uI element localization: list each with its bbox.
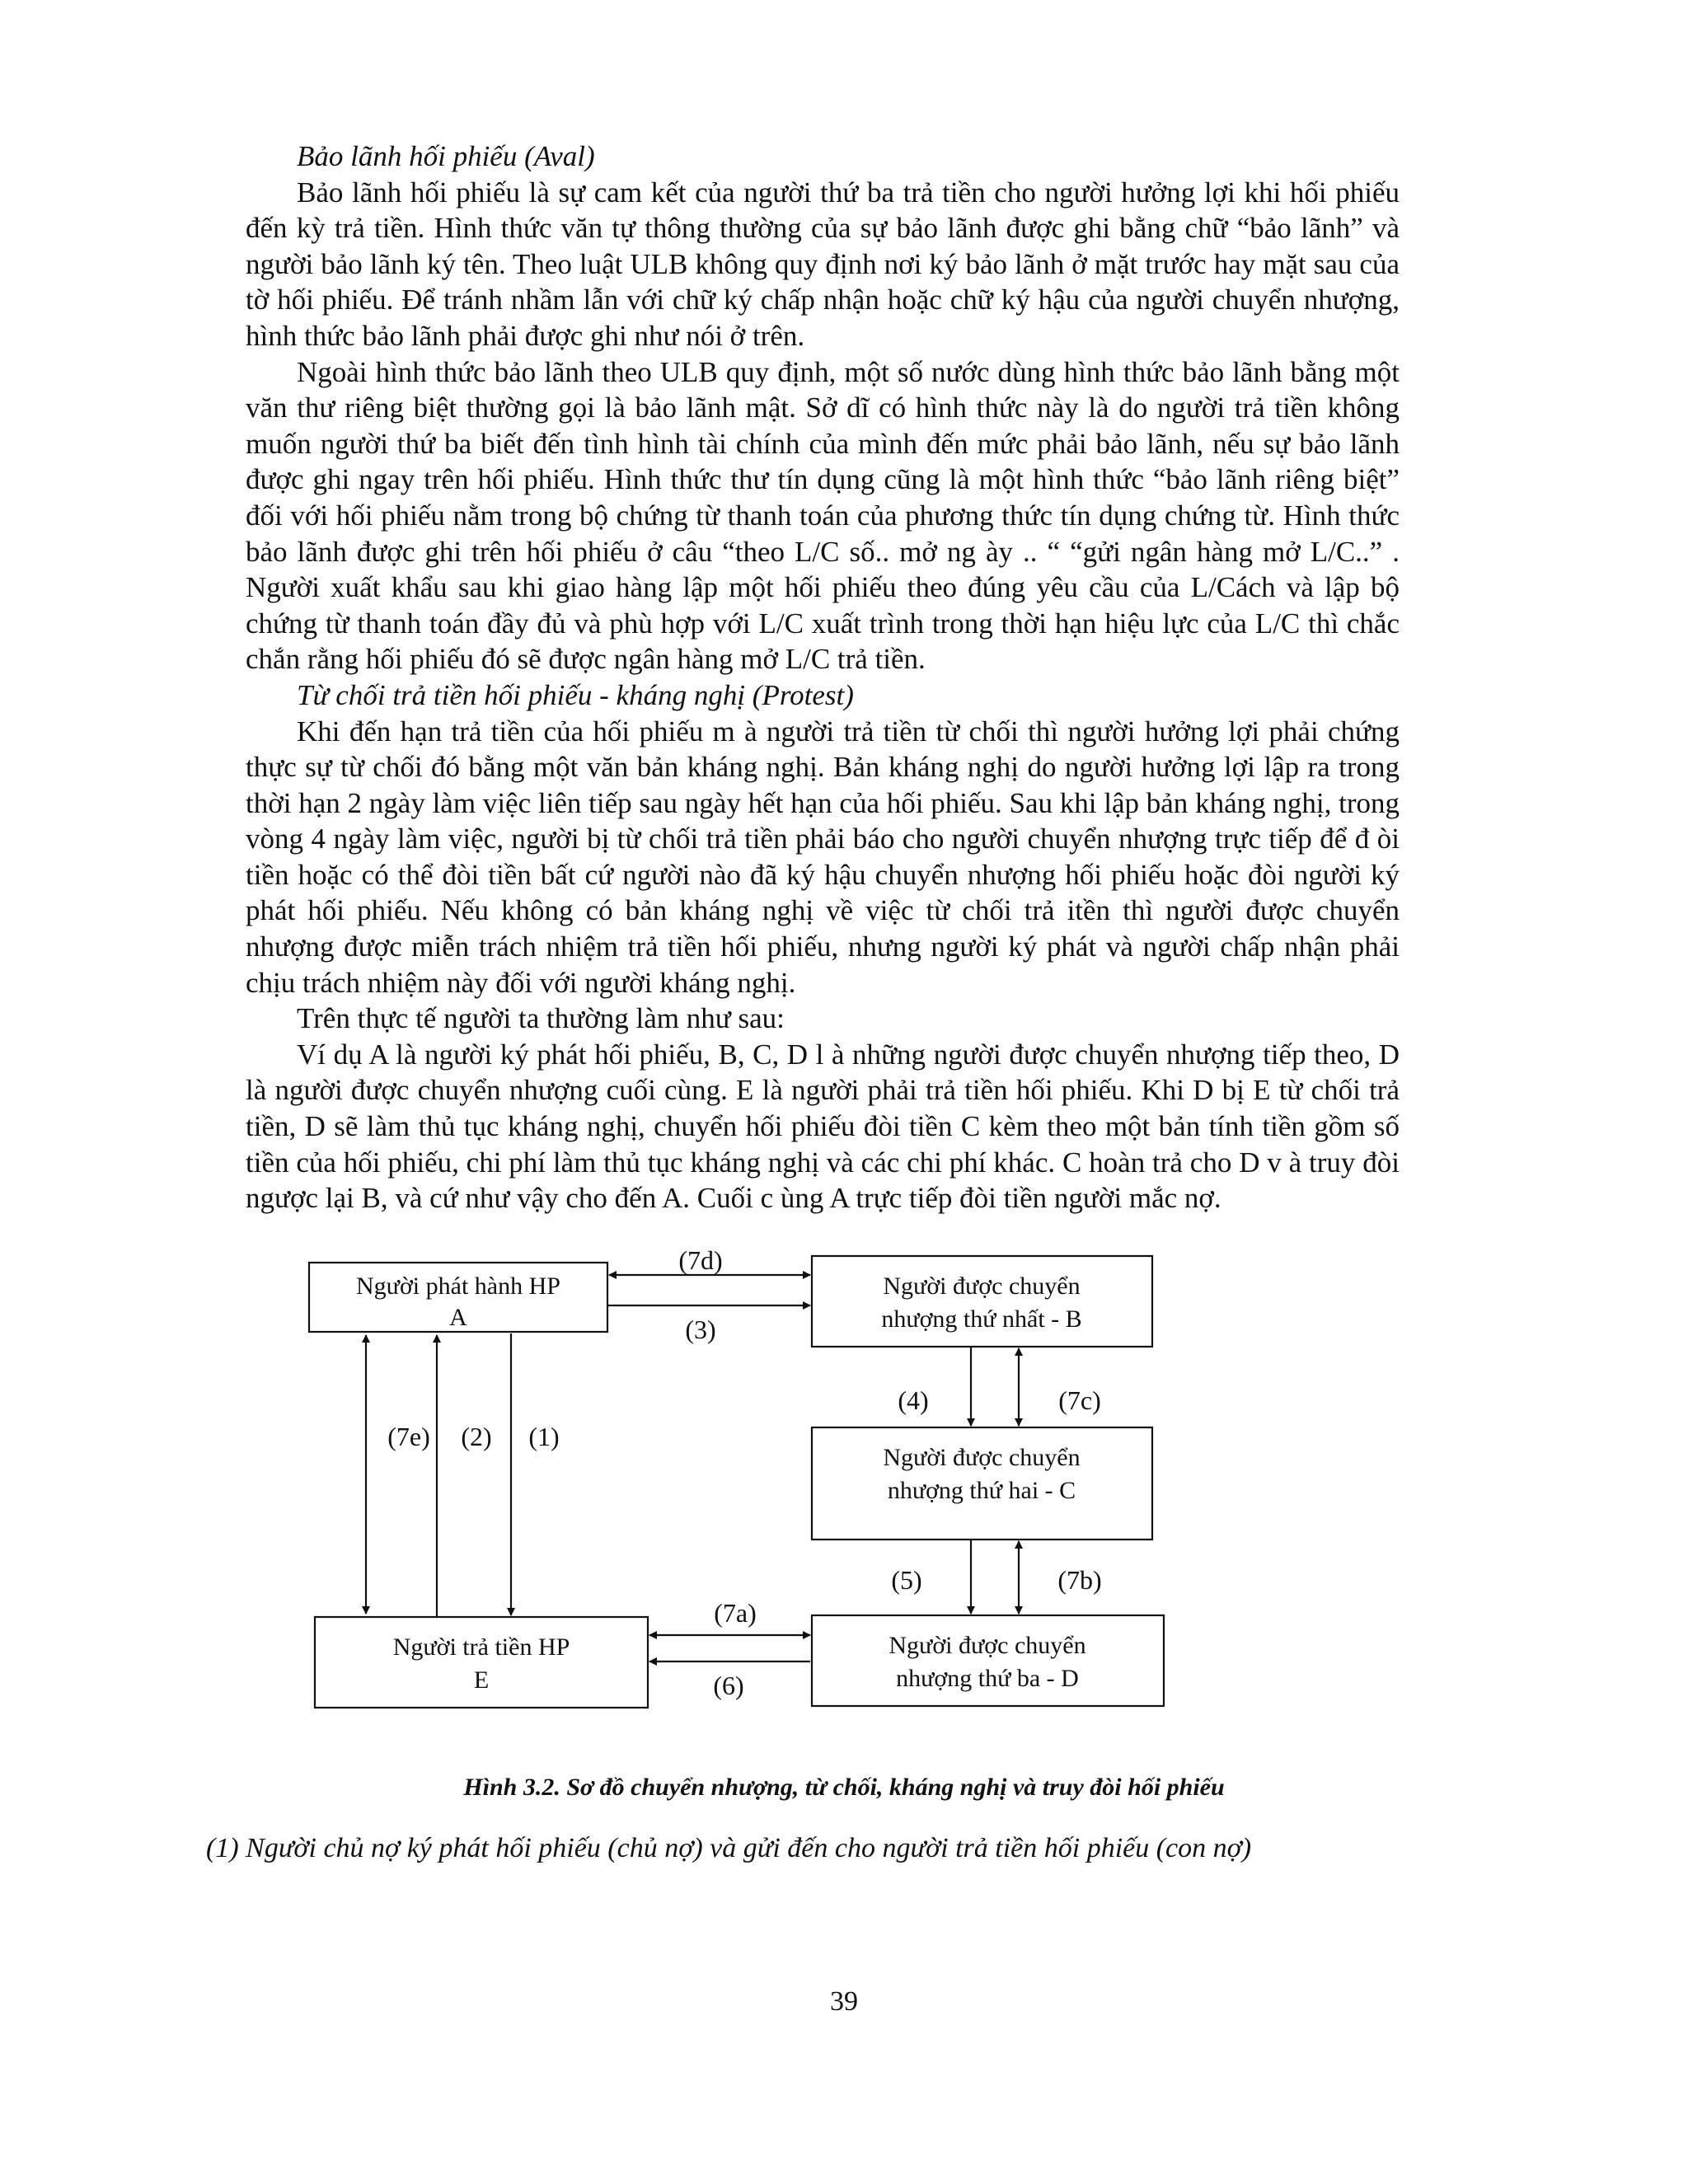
figure-caption: Hình 3.2. Sơ đồ chuyển nhượng, từ chối, kháng nghị và truy đòi hối phiếu (463, 1774, 1225, 1801)
box-a-line1: Người phát hành HP (356, 1272, 560, 1300)
box-e-line2: E (473, 1666, 490, 1694)
box-c-line1: Người được chuyển (883, 1444, 1081, 1471)
label-7e: (7e) (387, 1422, 430, 1451)
label-4: (4) (898, 1385, 929, 1415)
paragraph-protest-1: Khi đến hạn trả tiền của hối phiếu m à người trả tiền từ chối thì người hưởng lợi phải chứng thực sự từ chối đó bằng một văn bản kháng nghị. Bản kháng nghị do người hưởng lợi lập ra trong thời hạn 2 ngày làm việc liên tiếp sau ngày hết hạn của hối phiếu. Sau khi lập bản kháng nghị, trong vòng 4 ngày làm việc, người bị từ chối trả tiền phải báo cho người chuyển nhượng trực tiếp để đ òi tiền hoặc có thể đòi tiền bất cứ người nào đã ký hậu chuyển nhượng hối phiếu hoặc đòi người ký phát hối phiếu. Nếu không có bản kháng nghị về việc từ chối trả itền thì người được chuyển nhượng được miễn trách nhiệm trả tiền hối phiếu, nhưng người ký phát và người chấp nhận phải chịu trách nhiệm này đối với người kháng nghị. (246, 715, 1400, 999)
box-a-line2: A (449, 1304, 467, 1331)
figure-note: (1) Người chủ nợ ký phát hối phiếu (chủ nợ) và gửi đến cho người trả tiền hối phiếu (con nợ) (206, 1833, 1252, 1863)
paragraph-aval-1: Bảo lãnh hối phiếu là sự cam kết của người thứ ba trả tiền cho người hưởng lợi khi hối phiếu đến kỳ trả tiền. Hình thức văn tự thông thường của sự bảo lãnh được ghi bằng chữ “bảo lãnh” và người bảo lãnh ký tên. Theo luật ULB không quy định nơi ký bảo lãnh ở mặt trước hay mặt sau của tờ hối phiếu. Để tránh nhầm lẫn với chữ ký chấp nhận hoặc chữ ký hậu của người chuyển nhượng, hình thức bảo lãnh phải được ghi như nói ở trên. (246, 176, 1400, 352)
box-d-line1: Người được chuyển (889, 1632, 1086, 1659)
label-7a: (7a) (714, 1598, 757, 1628)
box-e-line1: Người trả tiền HP (392, 1633, 570, 1661)
label-7b: (7b) (1057, 1565, 1102, 1595)
box-a (309, 1263, 607, 1332)
box-b-line2: nhượng thứ nhất - B (881, 1305, 1082, 1333)
heading-protest: Từ chối trả tiền hối phiếu - kháng nghị (Protest) (297, 678, 854, 711)
paragraph-protest-2: Trên thực tế người ta thường làm như sau: (297, 1002, 785, 1035)
label-2: (2) (461, 1422, 492, 1451)
label-6: (6) (713, 1671, 744, 1700)
label-7d: (7d) (678, 1245, 723, 1275)
page-number: 39 (830, 1986, 858, 2017)
box-b-line1: Người được chuyển (883, 1272, 1081, 1300)
box-e (315, 1617, 648, 1708)
box-d (812, 1615, 1164, 1706)
paragraph-aval-2: Ngoài hình thức bảo lãnh theo ULB quy định, một số nước dùng hình thức bảo lãnh bằng một văn thư riêng biệt thường gọi là bảo lãnh mật. Sở dĩ có hình thức này là do người trả tiền không muốn người thứ ba biết đến tình hình tài chính của mình đến mức phải bảo lãnh, nếu sự bảo lãnh được ghi ngay trên hối phiếu. Hình thức thư tín dụng cũng là một hình thức “bảo lãnh riêng biệt” đối với hối phiếu nằm trong bộ chứng từ thanh toán của phương thức tín dụng chứng từ. Hình thức bảo lãnh được ghi trên hối phiếu ở câu “theo L/C số.. mở ng ày .. “ “gửi ngân hàng mở L/C..” . Người xuất khẩu sau khi giao hàng lập một hối phiếu theo đúng yêu cầu của L/Cách và lập bộ chứng từ thanh toán đầy đủ và phù hợp với L/C xuất trình trong thời hạn hiệu lực của L/C thì chắc chắn rằng hối phiếu đó sẽ được ngân hàng mở L/C trả tiền. (246, 355, 1400, 676)
label-7c: (7c) (1058, 1385, 1101, 1415)
box-b (812, 1256, 1152, 1347)
label-5: (5) (891, 1565, 922, 1595)
box-c-line2: nhượng thứ hai - C (887, 1477, 1076, 1504)
label-1: (1) (528, 1422, 560, 1451)
paragraph-protest-3: Ví dụ A là người ký phát hối phiếu, B, C, D l à những người được chuyển nhượng tiếp theo, D là người được chuyển nhượng cuối cùng. E là người phải trả tiền hối phiếu. Khi D bị E từ chối trả tiền, D sẽ làm thủ tục kháng nghị, chuyển hối phiếu đòi tiền C kèm theo một bản tính tiền gồm số tiền của hối phiếu, chi phí làm thủ tục kháng nghị và các chi phí khác. C hoàn trả cho D v à truy đòi ngược lại B, và cứ như vậy cho đến A. Cuối c ùng A trực tiếp đòi tiền người mắc nợ. (246, 1038, 1400, 1215)
box-c (812, 1427, 1152, 1540)
heading-aval: Bảo lãnh hối phiếu (Aval) (297, 140, 595, 172)
box-d-line2: nhượng thứ ba - D (896, 1665, 1079, 1692)
label-3: (3) (685, 1315, 716, 1344)
